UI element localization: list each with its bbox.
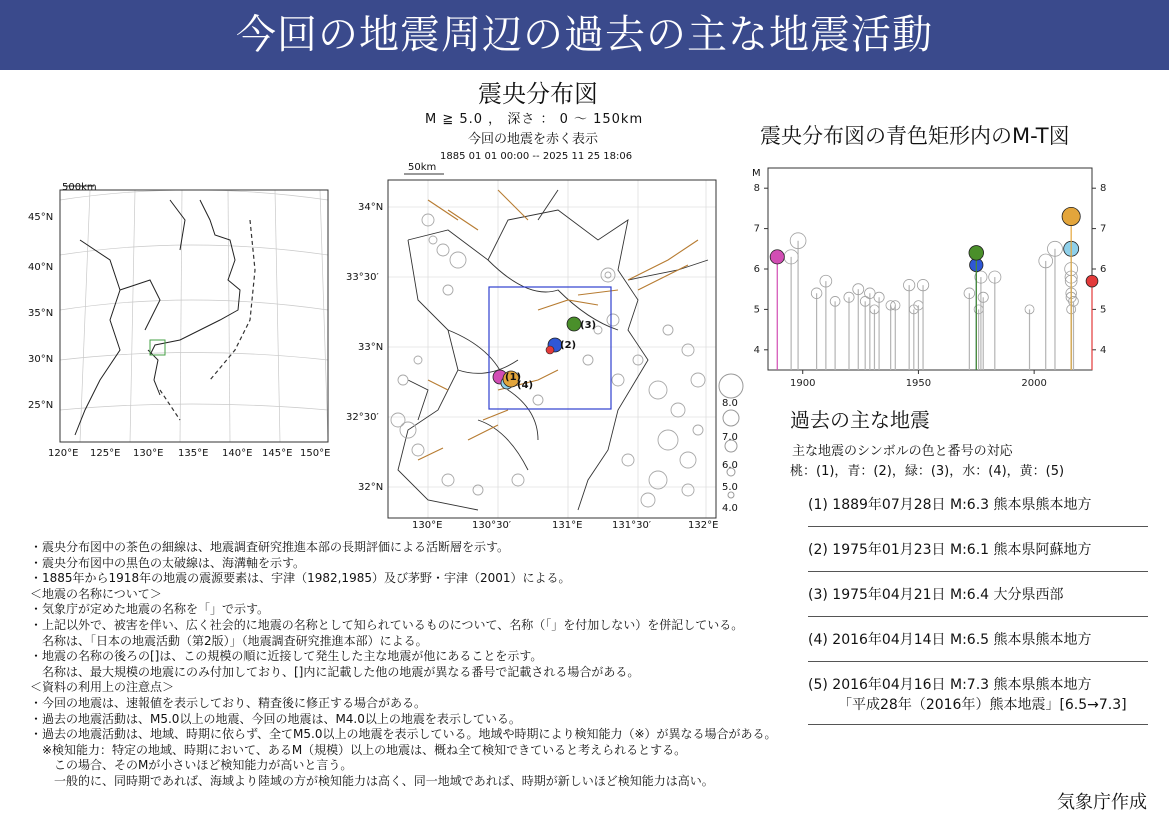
mt-point [1062, 207, 1080, 225]
kyushu-lat-label: 32°N [358, 482, 384, 493]
quake-item [808, 535, 1148, 572]
quake-label-4: (4) [517, 380, 534, 391]
japan-lat-label: 25°N [28, 400, 54, 411]
note-line: ・過去の地震活動は、M5.0以上の地震、今回の地震は、M4.0以上の地震を表示している。 [30, 711, 521, 726]
note-line: ・気象庁が定めた地震の名称を「」で示す。 [30, 602, 270, 617]
quake-subtext: 「平成28年（2016年）熊本地震」[6.5→7.3] [838, 697, 1127, 713]
quake-item [808, 580, 1148, 617]
quake-text: (1) 1889年07月28日 M:6.3 熊本県熊本地方 [808, 497, 1092, 513]
quake-label-2: (2) [560, 340, 577, 351]
kyushu-lat-label: 33°30′ [346, 272, 379, 283]
epicenter-highlight-note: 今回の地震を赤く表示 [468, 132, 599, 147]
japan-lon-label: 150°E [300, 448, 331, 459]
kyushu-lat-label: 33°N [358, 342, 384, 353]
mag-legend-label: 8.0 [722, 398, 738, 409]
note-line: 名称は、「日本の地震活動（第2版）」（地震調査研究推進本部）による。 [30, 633, 428, 648]
mt-xtick-label: 2000 [1021, 378, 1047, 389]
kyushu-lon-label: 130°30′ [472, 520, 512, 531]
kyushu-lon-label: 132°E [688, 520, 719, 531]
mt-ytick-label: 6 [753, 264, 760, 275]
note-line: ※検知能力：特定の地域、時期において、あるM（規模）以上の地震は、概ね全て検知できていると考えられるとする。 [30, 742, 687, 757]
japan-lat-label: 40°N [28, 262, 54, 273]
mt-ytick-label: 8 [1100, 183, 1107, 195]
mt-ytick-label: 4 [1100, 344, 1107, 356]
mt-ytick-label: 7 [1100, 223, 1107, 235]
note-line: ・1885年から1918年の地震の震源要素は、宇津（1982,1985）及び茅野・宇津（2001）による。 [30, 571, 571, 586]
history-legend-colors: 桃：(1)，青：(2)，緑：(3)，水：(4)，黄：(5) [790, 464, 1065, 479]
credit: 気象庁作成 [1057, 792, 1147, 813]
kyushu-map [388, 180, 718, 520]
notes [30, 540, 810, 790]
quake-text: (4) 2016年04月14日 M:6.5 熊本県熊本地方 [808, 632, 1092, 648]
page-title: 今回の地震周辺の過去の主な地震活動 [0, 0, 1169, 70]
kyushu-lon-label: 131°E [552, 520, 583, 531]
japan-scale-label: 500km [62, 182, 97, 193]
mt-point [770, 250, 784, 264]
quake-text: (5) 2016年04月16日 M:7.3 熊本県熊本地方 [808, 677, 1092, 693]
quake-item [808, 625, 1148, 662]
mt-title: 震央分布図の青色矩形内のM-T図 [760, 124, 1070, 148]
mt-ytick-label: 8 [753, 183, 760, 195]
note-line: ・過去の地震活動は、地域、時期に依らず、全てM5.0以上の地震を表示している。地域や時期により検知能力（※）が異なる場合がある。 [30, 727, 777, 742]
quake-list [808, 490, 1148, 733]
kyushu-lon-label: 131°30′ [612, 520, 652, 531]
history-title: 過去の主な地震 [790, 408, 930, 432]
japan-lat-label: 45°N [28, 212, 54, 223]
japan-lon-label: 135°E [178, 448, 209, 459]
note-line: ・地震の名称の後ろの[]は、この規模の順に近接して発生した主な地震が他にあることを示す。 [30, 649, 543, 664]
quake-text: (3) 1975年04月21日 M:6.4 大分県西部 [808, 587, 1064, 603]
japan-lon-label: 120°E [48, 448, 79, 459]
mt-xtick-label: 1900 [789, 378, 816, 389]
note-line: ＜地震の名称について＞ [30, 586, 162, 601]
kyushu-lon-label: 130°E [412, 520, 443, 531]
epicenter-period: 1885 01 01 00:00 -- 2025 11 25 18:06 [440, 151, 633, 162]
mt-ytick-label: 6 [1100, 264, 1107, 275]
quake-label-3: (3) [580, 320, 597, 331]
epicenter-condition: M ≧ 5.0 ， 深さ ： 0 ～ 150km [425, 112, 644, 127]
mag-legend-label: 5.0 [722, 482, 738, 493]
mag-legend-label: 6.0 [722, 460, 738, 471]
note-line: 一般的に、同時期であれば、海域より陸域の方が検知能力は高く、同一地域であれば、時期が新しいほど検知能力は高い。 [30, 773, 714, 788]
note-line: ＜資料の利用上の注意点＞ [30, 680, 175, 695]
japan-lon-label: 140°E [222, 448, 253, 459]
kyushu-scale-label: 50km [408, 162, 437, 173]
japan-map [50, 180, 330, 450]
mag-legend-label: 4.0 [722, 503, 738, 514]
quake-text: (2) 1975年01月23日 M:6.1 熊本県阿蘇地方 [808, 542, 1092, 558]
note-line: この場合、そのMが小さいほど検知能力が高いと言う。 [30, 758, 353, 773]
kyushu-lat-label: 32°30′ [346, 412, 379, 423]
japan-lon-label: 125°E [90, 448, 121, 459]
quake-label-1: (1) [505, 372, 522, 383]
epicenter-title: 震央分布図 [478, 80, 598, 108]
mt-point [969, 246, 984, 261]
mt-ytick-label: 5 [753, 304, 760, 316]
history-legend-title: 主な地震のシンボルの色と番号の対応 [792, 444, 1013, 459]
note-line: ・上記以外で、被害を伴い、広く社会的に地震の名称として知られているものについて、名称（「」を付加しない）を併記している。 [30, 617, 744, 632]
quake-item [808, 670, 1148, 725]
note-line: ・今回の地震は、速報値を表示しており、精査後に修正する場合がある。 [30, 695, 427, 710]
note-line: ・震央分布図中の茶色の細線は、地震調査研究推進本部の長期評価による活断層を示す。 [30, 540, 510, 554]
japan-lon-label: 145°E [262, 448, 293, 459]
japan-lat-label: 30°N [28, 354, 54, 365]
note-line: ・震央分布図中の黒色の太破線は、海溝軸を示す。 [30, 555, 306, 570]
mt-chart [740, 160, 1140, 400]
mt-ytick-label: 5 [1100, 304, 1107, 316]
mt-xtick-label: 1950 [905, 378, 932, 389]
quake-item [808, 490, 1148, 527]
mag-legend-label: 7.0 [722, 432, 738, 443]
note-line: 名称は、最大規模の地震にのみ付加しており、[]内に記載した他の地震が異なる番号で記載される場合がある。 [30, 664, 640, 679]
mt-ytick-label: 4 [753, 344, 760, 356]
mt-ytick-label: 7 [753, 223, 760, 235]
japan-lat-label: 35°N [28, 308, 54, 319]
kyushu-lat-label: 34°N [358, 202, 384, 213]
mt-point [1086, 275, 1098, 287]
japan-lon-label: 130°E [133, 448, 164, 459]
mt-axis-label: M [752, 168, 761, 179]
